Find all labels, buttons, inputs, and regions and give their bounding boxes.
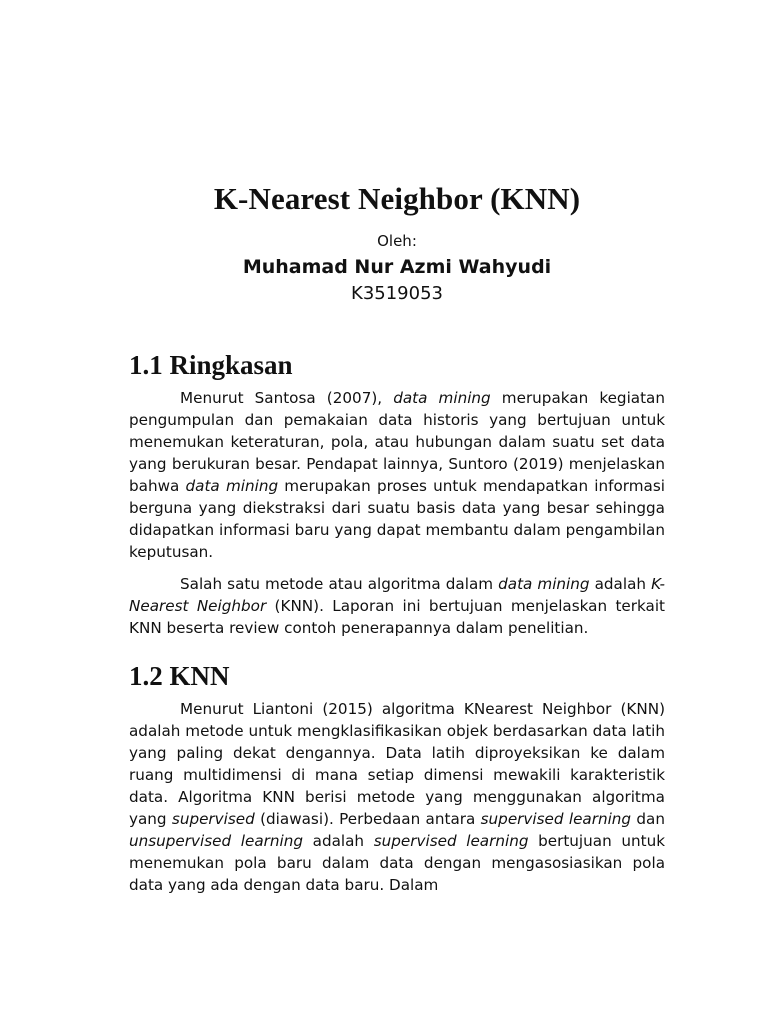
text-run: adalah: [303, 832, 374, 850]
text-run: merupakan proses untuk mendapatkan informasi berguna yang diekstraksi dari suatu basis data yang besar sehingga didapatkan informasi baru yang dapat membantu dalam pengambilan keputusan.: [129, 477, 665, 561]
text-run: Menurut Santosa (2007),: [180, 389, 394, 407]
text-run: adalah: [589, 575, 652, 593]
paragraph: [129, 387, 665, 563]
italic-term: data mining: [185, 477, 279, 495]
text-run: Salah satu metode atau algoritma dalam: [180, 575, 499, 593]
student-id: K3519053: [351, 283, 443, 304]
text-run: merupakan kegiatan pengumpulan dan pemakaian data historis yang bertujuan untuk menemukan keteraturan, pola, atau hubungan dalam suatu set data yang berukuran besar. Pendapat lainnya, Suntoro (2019) menjelaskan bahwa: [129, 389, 665, 495]
italic-term: supervised learning: [480, 810, 632, 828]
paragraph: [129, 698, 665, 896]
text-run: (KNN). Laporan ini bertujuan menjelaskan terkait KNN beserta review contoh penerapannya dalam penelitian.: [129, 597, 665, 637]
author-name: Muhamad Nur Azmi Wahyudi: [242, 256, 552, 278]
paragraph: [129, 573, 665, 639]
section-heading-knn: 1.2 KNN: [129, 661, 230, 691]
text-run: Menurut Liantoni (2015) algoritma KNearest Neighbor (KNN) adalah metode untuk mengklasifikasikan objek berdasarkan data latih yang paling dekat dengannya. Data latih diproyeksikan ke dalam ruang multidimensi di mana setiap dimensi mewakili karakteristik data. Algoritma KNN berisi metode yang menggunakan algoritma yang: [129, 700, 665, 828]
italic-term: data mining: [393, 389, 491, 407]
italic-term: data mining: [498, 575, 590, 593]
section-heading-ringkasan: 1.1 Ringkasan: [129, 350, 293, 380]
italic-term: supervised learning: [373, 832, 529, 850]
italic-term: supervised: [171, 810, 255, 828]
byline-label: Oleh:: [377, 232, 417, 250]
text-run: dan: [631, 810, 665, 828]
text-run: (diawasi). Perbedaan antara: [254, 810, 481, 828]
document-page: [129, 180, 665, 896]
italic-term: unsupervised learning: [129, 832, 303, 850]
text-run: bertujuan untuk menemukan pola baru dalam data dengan mengasosiasikan pola data yang ada dengan data baru. Dalam: [129, 832, 665, 894]
italic-term: K-Nearest Neighbor: [129, 575, 665, 615]
document-title: K-Nearest Neighbor (KNN): [213, 181, 581, 216]
